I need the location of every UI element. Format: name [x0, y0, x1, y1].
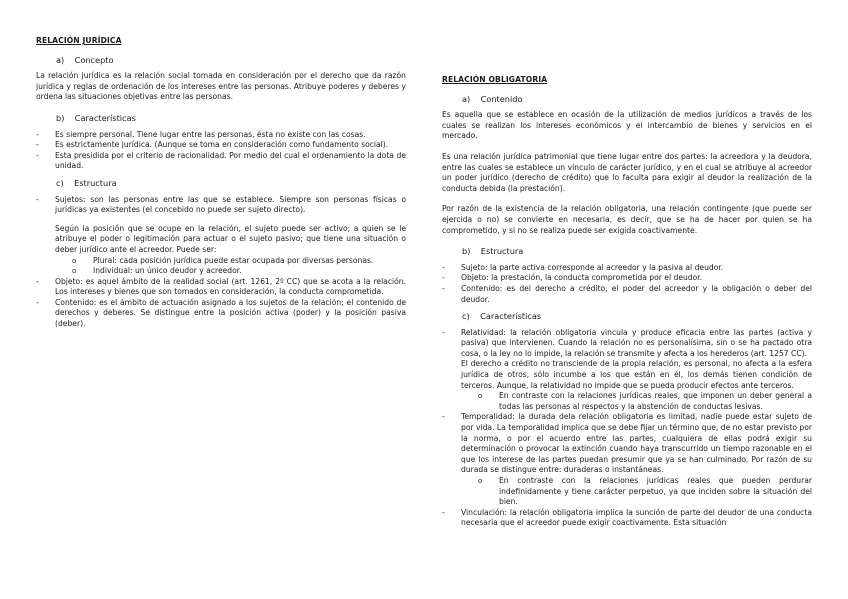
contenido-paragraph-3: Por razón de la existencia de la relación obligatoria, una relación contingente (que puede ser ejercida o no) se convierte en necesaria, es decir, que se ha de hacer por quien se ha comprometido, y si no se realiza puede ser exigida coactivamente.: [442, 204, 812, 235]
sujetos-posicion-text: Según la posición que se ocupe en la relación, el sujeto puede ser activo; a quien se le atribuye el poder o legitimación para actuar o el sujeto pasivo; que tiene una situación o deber jurídico ante el acreedor. Puede ser:: [55, 223, 406, 254]
temporalidad-text: - Temporalidad: la durada dela relación obligatoria es limitad, nadie puede estar sujeto de por vida. La temporalidad implica que se debe fijar un término que, de no estar previsto por la norma, o por el acuerdo entre las partes, cualquiera de ellas podrá exigir su determinación o provocar la extinción cuando haya transcurrido un tiempo razonable en el que los interese de las partes puedan presumir que ya se han culminado. Por razón de su durada se distingue entre: duraderas o instantáneas.: [461, 412, 812, 475]
list-item: - Contenido: es el ámbito de actuación asignado a los sujetos de la relación; el contenido de derechos y deberes. Se distingue entre la posición activa (poder) y la posición pasiva (deber).: [36, 298, 406, 330]
estructura-heading: c) Estructura: [56, 177, 117, 188]
list-item: o Individual: un único deudor y acreedor.: [72, 266, 406, 277]
list-item: o Plural: cada posición jurídica puede estar ocupada por diversas personas.: [72, 256, 406, 267]
relacion-obligatoria-title: RELACIÓN OBLIGATORIA: [442, 75, 548, 84]
list-item: - Contenido: es del derecho a crédito, el poder del acreedor y la obligación o deber del deudor.: [442, 284, 812, 305]
list-item: o En contraste con la relaciones jurídicas reales, que imponen un deber general a todas las personas al respectos y la abstención de conductas lesivas.: [478, 391, 812, 412]
list-item: - Objeto: es aquel ámbito de la realidad social (art. 1261, 2º CC) que se acota a la relación. Los intereses y bienes que son tomados en consideración, la conducta comprometida.: [36, 277, 406, 298]
relatividad-sublist: [461, 391, 812, 412]
sujetos-sublist: [55, 256, 406, 277]
caracteristicas-list: [442, 328, 812, 529]
relatividad-text: - Relatividad: la relación obligatoria vincula y produce eficacia entre las partes (activa y pasiva) que intervienen. Cuando la relación no es personalísima, sin o se ha pactado otra cosa, o la ley no lo impide, la relación se transmite y afecta a los herederos (art. 1257 CC).: [461, 327, 812, 358]
caracteristicas-list: [36, 130, 406, 172]
estructura-list: [442, 263, 812, 305]
contenido-paragraph-1: Es aquella que se establece en ocasión de la utilización de medios jurídicos a través de los cuales se realizan los intereses económicos y el intercambio de bienes y servicios en el mercado.: [442, 110, 812, 141]
list-item: [442, 328, 812, 413]
list-item: o En contraste con la relaciones jurídicas reales que pueden perdurar indefinidamente y tiene carácter perpetuo, ya que inciden sobre la situación del bien.: [478, 476, 812, 508]
left-column: [36, 36, 406, 330]
list-item: - Es estrictamente jurídica. (Aunque se toma en consideración como fundamento social).: [36, 140, 406, 151]
list-item: [36, 195, 406, 277]
list-item: - Vinculación: la relación obligatoria implica la sunción de parte del deudor de una conducta necesaria que el acreedor puede exigir coactivamente. Esta situación: [442, 508, 812, 529]
relacion-juridica-title: RELACIÓN JURÍDICA: [36, 36, 122, 45]
list-item: - Sujeto: la parte activa corresponde al acreedor y la pasiva al deudor.: [442, 263, 812, 274]
caracteristicas-heading: b) Características: [56, 112, 136, 123]
estructura-heading: b) Estructura: [462, 246, 524, 257]
sujetos-text: - Sujetos: son las personas entre las que se establece. Siempre son personas físicas o jurídicas ya existentes (el concebido no puede ser sujeto directo).: [55, 194, 406, 215]
list-item: - Es siempre personal. Tiene lugar entre las personas, ésta no existe con las cosas.: [36, 130, 406, 141]
list-item: - Objeto: la prestación, la conducta comprometida por el deudor.: [442, 273, 812, 284]
contenido-paragraph-2: Es una relación jurídica patrimonial que tiene lugar entre dos partes: la acreedora y la deudora, entre las cuales se establece un vínculo de carácter jurídico, y en el cual se atribuye al acreedor un poder jurídico (derecho de crédito) que lo faculta para exigir al deudor la realización de la conducta debida (la prestación).: [442, 151, 812, 193]
concepto-heading: a) Concepto: [56, 54, 114, 65]
list-item: [442, 412, 812, 507]
temporalidad-sublist: [461, 476, 812, 508]
caracteristicas-heading: c) Características: [462, 311, 542, 322]
right-column: [442, 75, 812, 529]
estructura-list: [36, 195, 406, 330]
relatividad-text-2: El derecho a crédito no transciende de la propia relación, es personal, no afecta a la esfera jurídica de otros, sólo incumbe a los que están en él, los demás tienen condición de terceros. Aunque, la relatividad no impide que se pueda producir efectos ante terceros.: [461, 359, 812, 390]
list-item: - Esta presidida por el criterio de racionalidad. Por medio del cual el ordenamiento la dota de unidad.: [36, 151, 406, 172]
concepto-text: La relación jurídica es la relación social tomada en consideración por el derecho que da razón jurídica y reglas de ordenación de los intereses entre las personas. Atribuye poderes y deberes y ordena las situaciones objetivas entre las personas.: [36, 71, 406, 102]
contenido-heading: a) Contenido: [462, 93, 523, 104]
